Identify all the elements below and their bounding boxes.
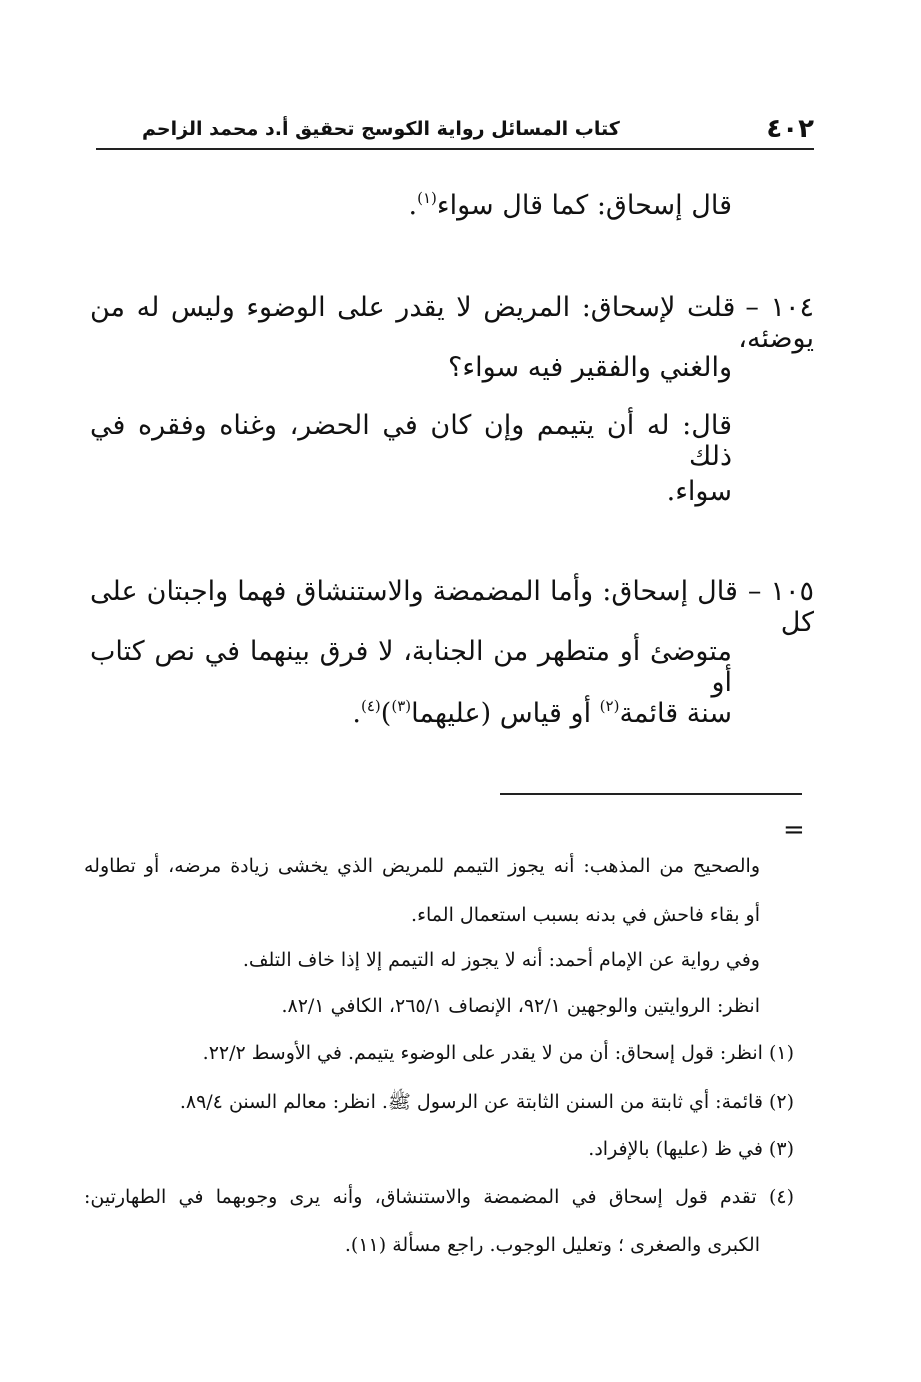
footnote-continuation-line-4: انظر: الروايتين والوجهين ٩٢/١، الإنصاف ٢٦٥/١، الكافي ٨٢/١. (281, 995, 760, 1017)
footnote-ref-3: (٣) (391, 697, 412, 715)
text-span: أو قياس (عليهما (411, 698, 600, 729)
footnote-1: (١) انظر: قول إسحاق: أن من لا يقدر على الوضوء يتيمم. في الأوسط ٢٢/٢. (202, 1042, 794, 1064)
footnote-2: (٢) قائمة: أي ثابتة من السنن الثابتة عن الرسول ﷺ. انظر: معالم السنن ٨٩/٤. (179, 1091, 794, 1113)
text-span: قال إسحاق: وأما المضمضة والاستنشاق فهما واجبتان على كل (90, 576, 814, 638)
paragraph-104-line-3: قال: له أن يتيمم وإن كان في الحضر، وغناه وفقره في ذلك (90, 410, 732, 472)
paragraph-number-105: ١٠٥ – (747, 576, 814, 607)
footnote-continuation-line-1: والصحيح من المذهب: أنه يجوز التيمم للمريض الذي يخشى زيادة مرضه، أو تطاوله (84, 855, 760, 877)
text-span: قلت لإسحاق: المريض لا يقدر على الوضوء وليس له من يوضئه، (90, 292, 814, 354)
footnote-3: (٣) في ظ (عليها) بالإفراد. (588, 1138, 794, 1160)
paragraph-105-line-3 (352, 698, 732, 729)
footnote-ref-2: (٢) (599, 697, 620, 715)
footnote-separator (500, 793, 802, 795)
footnote-ref-4: (٤) (361, 697, 381, 715)
page-number: ٤٠٢ (766, 114, 814, 144)
text-span: ) (380, 698, 392, 729)
paragraph-105-line-1 (90, 576, 814, 638)
paragraph-103-line (409, 190, 733, 221)
footnote-ref-1: (١) (417, 189, 437, 207)
paragraph-104-line-1 (90, 292, 814, 354)
page-header (96, 106, 814, 150)
paragraph-104-line-4: سواء. (666, 476, 732, 507)
text-span: سنة قائمة (619, 698, 732, 729)
footnote-continuation-line-2: أو بقاء فاحش في بدنه بسبب استعمال الماء. (411, 904, 760, 926)
footnote-4-line-1: (٤) تقدم قول إسحاق في المضمضة والاستنشاق، وأنه يرى وجوبهما في الطهارتين: (84, 1186, 794, 1208)
paragraph-105-line-2: متوضئ أو متطهر من الجنابة، لا فرق بينهما في نص كتاب أو (90, 636, 732, 698)
footnote-4-line-2: الكبرى والصغرى ؛ وتعليل الوجوب. راجع مسألة (١١). (344, 1234, 760, 1256)
footnote-continued-mark: = (783, 815, 805, 845)
paragraph-104-line-2: والغني والفقير فيه سواء؟ (448, 352, 732, 383)
footnote-continuation-line-3: وفي رواية عن الإمام أحمد: أنه لا يجوز له التيمم إلا إذا خاف التلف. (242, 949, 760, 971)
text-span: قال إسحاق: كما قال سواء (436, 190, 732, 221)
text-span: . (352, 698, 361, 729)
paragraph-number-104: ١٠٤ – (745, 292, 814, 323)
running-title: كتاب المسائل رواية الكوسج تحقيق أ.د محمد الزاحم (142, 118, 620, 140)
text-span: . (408, 190, 418, 221)
